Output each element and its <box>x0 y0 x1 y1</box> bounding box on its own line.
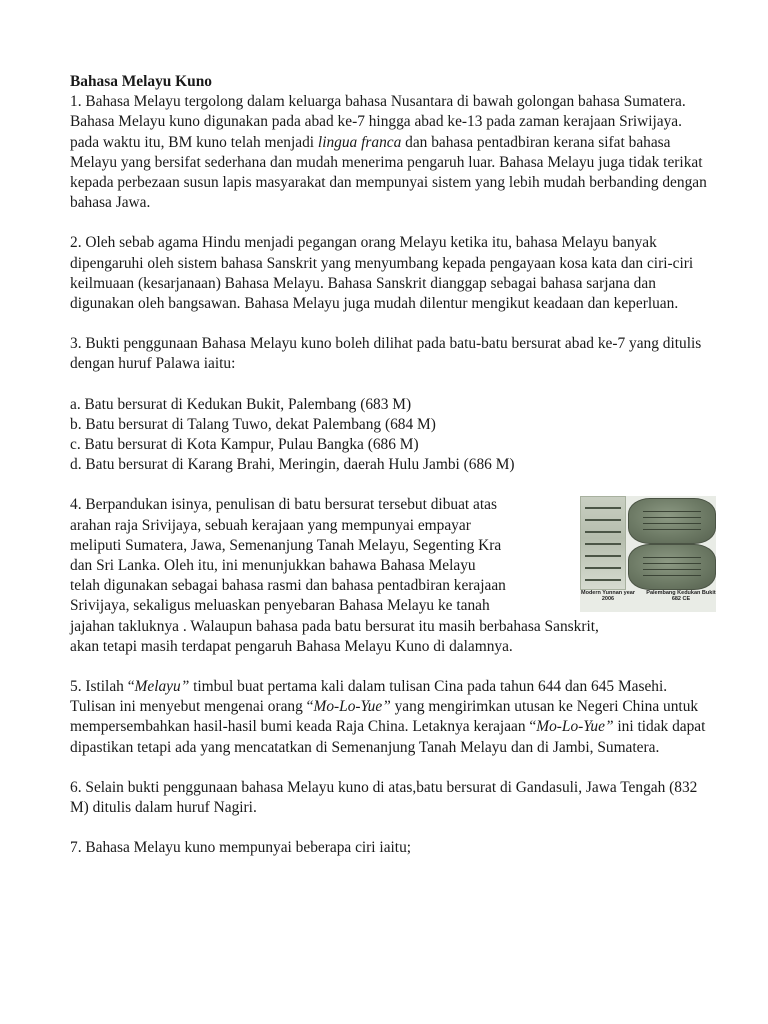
paragraph-5-italic: Mo-Lo-Yue” <box>313 698 391 716</box>
paragraph-5-italic: Mo-Lo-Yue” <box>536 718 614 736</box>
paragraph-4-line: jajahan takluknya . Walaupun bahasa pada batu bersurat itu masih berbahasa Sanskrit, <box>70 617 599 635</box>
paragraph-4-line: akan tetapi masih terdapat pengaruh Bahasa Melayu Kuno di dalamnya. <box>70 637 513 655</box>
paragraph-1 <box>70 92 710 213</box>
inscription-figure <box>580 496 716 612</box>
paragraph-4-line: Srivijaya, sekaligus meluaskan penyebaran Bahasa Melayu ke tanah <box>70 597 490 615</box>
list-item-c: c. Batu bersurat di Kota Kampur, Pulau Bangka (686 M) <box>70 436 419 454</box>
figure-caption-right: Palembang Kedukan Bukit 682 CE <box>646 590 716 602</box>
paragraph-4-line: telah digunakan sebagai bahasa rasmi dan bahasa pentadbiran kerajaan <box>70 577 506 595</box>
list-item-a: a. Batu bersurat di Kedukan Bukit, Palembang (683 M) <box>70 395 412 413</box>
paragraph-5 <box>70 677 710 758</box>
paragraph-4-line: 4. Berpandukan isinya, penulisan di batu bersurat tersebut dibuat atas <box>70 496 497 514</box>
paragraph-6: 6. Selain bukti penggunaan bahasa Melayu kuno di atas,batu bersurat di Gandasuli, Jawa Tengah (832 M) ditulis dalam huruf Nagiri. <box>70 778 698 817</box>
paragraph-4-line: meliputi Sumatera, Jawa, Semenanjung Tanah Melayu, Segenting Kra <box>70 536 502 554</box>
paragraph-3: 3. Bukti penggunaan Bahasa Melayu kuno boleh dilihat pada batu-batu bersurat abad ke-7 yang ditulis dengan huruf Palawa iaitu: <box>70 335 702 373</box>
figure-caption-left: Modern Yunnan year 2006 <box>581 590 635 602</box>
list-item-b: b. Batu bersurat di Talang Tuwo, dekat Palembang (684 M) <box>70 415 436 433</box>
yunnan-script-image <box>580 496 626 590</box>
paragraph-4-line: dan Sri Lanka. Oleh itu, ini menunjukkan bahawa Bahasa Melayu <box>70 557 476 575</box>
paragraph-7: 7. Bahasa Melayu kuno mempunyai beberapa ciri iaitu; <box>70 839 412 857</box>
paragraph-5-text: timbul buat pertama kali dalam tulisan Cina pada tahun 644 dan 645 Masehi. Tulisan ini menyebut mengenai orang “ <box>70 678 668 716</box>
document-body <box>70 72 710 859</box>
stone-inscription-image <box>628 544 716 590</box>
document-title: Bahasa Melayu Kuno <box>70 73 212 90</box>
paragraph-5-italic: Melayu” <box>134 678 190 696</box>
paragraph-5-text: ini tidak dapat dipastikan tetapi ada yang mencatatkan di Semenanjung Tanah Melayu dan di Jambi, Sumatera. <box>70 718 706 756</box>
paragraph-5-text: 5. Istilah “ <box>70 678 135 696</box>
paragraph-1-text-end: dan bahasa pentadbiran kerana sifat bahasa Melayu yang bersifat sederhana dan mudah menerima pengaruh luar. Bahasa Melayu juga tidak terikat kepada perbezaan susun lapis masyarakat dan mempunyai sistem yang lebih mudah berbanding dengan bahasa Jawa. <box>70 133 707 212</box>
paragraph-5-text: yang mengirimkan utusan ke Negeri China untuk mempersembahkan hasil-hasil bumi keada Raja China. Letaknya kerajaan “ <box>70 698 699 736</box>
paragraph-1-text: 1. Bahasa Melayu tergolong dalam keluarga bahasa Nusantara di bawah golongan bahasa Sumatera. Bahasa Melayu kuno digunakan pada abad ke-7 hingga abad ke-13 pada zaman kerajaan Sriwijaya. pada waktu itu, BM kuno telah menjadi <box>70 93 686 151</box>
paragraph-2: 2. Oleh sebab agama Hindu menjadi pegangan orang Melayu ketika itu, bahasa Melayu banyak dipengaruhi oleh sistem bahasa Sanskrit yang menyumbang kepada pengayaan kosa kata dan ciri-ciri keilmuaan (kesarjanaan) Bahasa Melayu. Bahasa Sanskrit dianggap sebagai bahasa sarjana dan digunakan oleh bangsawan. Bahasa Melayu juga mudah dilentur mengikut keadaan dan keperluan. <box>70 234 694 313</box>
paragraph-1-italic: lingua franca <box>317 133 402 151</box>
list-item-d: d. Batu bersurat di Karang Brahi, Meringin, daerah Hulu Jambi (686 M) <box>70 456 515 474</box>
paragraph-4-line: arahan raja Srivijaya, sebuah kerajaan yang mempunyai empayar <box>70 516 471 534</box>
stone-inscription-image <box>628 498 716 544</box>
